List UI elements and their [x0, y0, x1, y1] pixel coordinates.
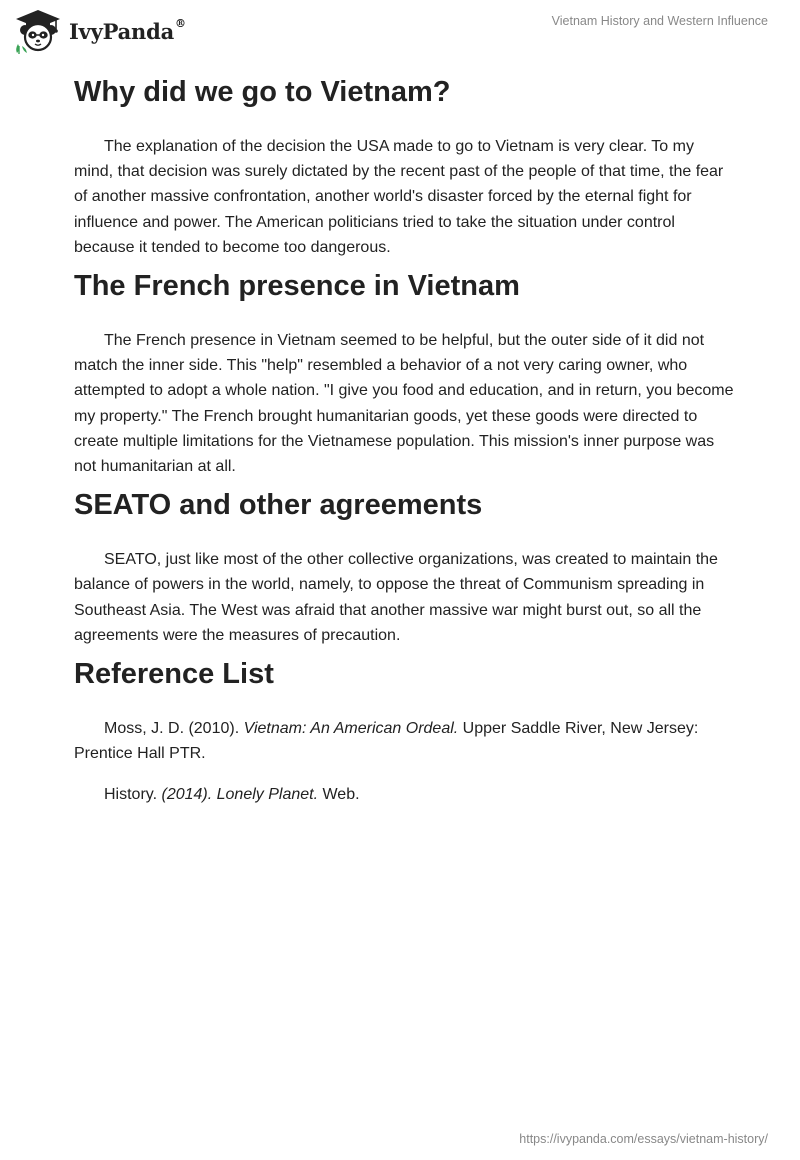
registered-mark: ®	[175, 16, 186, 30]
document-title: Vietnam History and Western Influence	[551, 14, 768, 28]
section-heading: Why did we go to Vietnam?	[74, 76, 451, 108]
reference-list	[74, 648, 734, 808]
reference-heading: Reference List	[74, 658, 274, 691]
section-paragraph: The explanation of the decision the USA made to go to Vietnam is very clear. To my mind, that decision was surely dictated by the recent past of the people of that time, the fear of another massive confrontation, another world's disaster forced by the eternal fight for influence and power. The American politicians tried to take the situation under control because it tended to become too dangerous.	[74, 138, 724, 256]
page-header	[0, 0, 800, 60]
ivypanda-logo[interactable]	[14, 8, 186, 54]
section-heading: The French presence in Vietnam	[74, 270, 520, 303]
section-heading: SEATO and other agreements	[74, 489, 483, 522]
section-why-vietnam	[74, 66, 734, 260]
essay-body	[74, 66, 734, 808]
reference-item: Moss, J. D. (2010). Vietnam: An American Ordeal. Upper Saddle River, New Jersey: Prentice Hall PTR.	[74, 720, 699, 763]
section-french-presence	[74, 260, 734, 479]
reference-item: History. (2014). Lonely Planet. Web.	[104, 786, 360, 804]
brand-name: IvyPanda®	[69, 16, 186, 44]
source-url[interactable]: https://ivypanda.com/essays/vietnam-history/	[519, 1132, 768, 1146]
section-paragraph: The French presence in Vietnam seemed to be helpful, but the outer side of it did not match the inner side. This "help" resembled a behavior of a not very caring owner, who attempted to adopt a whole nation. "I give you food and education, and in return, you become my property." The French brought humanitarian goods, yet these goods were directed to create multiple limitations for the Vietnamese population. This mission's inner purpose was not humanitarian at all.	[74, 332, 734, 476]
panda-graduate-icon	[14, 8, 62, 54]
section-seato	[74, 479, 734, 648]
section-paragraph: SEATO, just like most of the other collective organizations, was created to maintain the balance of powers in the world, namely, to oppose the threat of Communism spreading in Southeast Asia. The West was afraid that another massive war might burst out, so all the agreements were the measures of precaution.	[74, 551, 718, 644]
